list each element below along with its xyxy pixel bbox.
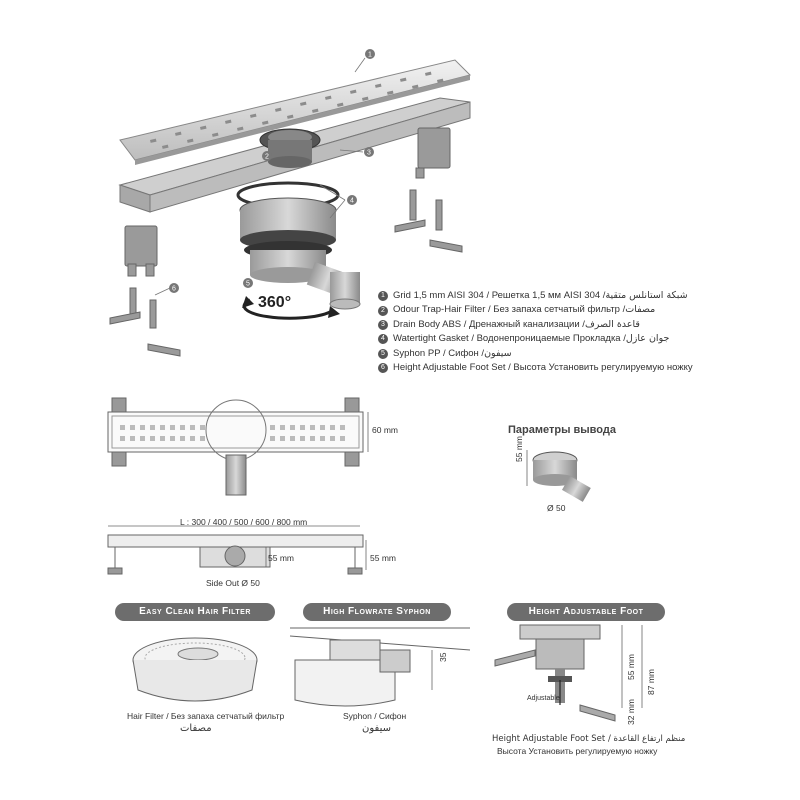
callout-6: 6 <box>172 285 176 293</box>
parts-legend <box>378 289 693 375</box>
dim-side-55b: 55 mm <box>370 553 396 563</box>
foot-right <box>395 128 462 252</box>
legend-item <box>378 332 693 346</box>
adjustable-label: Adjustable <box>527 695 560 702</box>
dim-55mm: 55 mm <box>626 654 636 680</box>
callout-1: 1 <box>368 51 372 59</box>
odour-trap <box>260 129 320 168</box>
foot-left <box>110 226 180 356</box>
legend-arabic: سيفون <box>484 347 512 359</box>
legend-number: 4 <box>378 334 388 344</box>
legend-arabic: شبكة استانلس متقية <box>605 290 688 301</box>
dim-length: L : 300 / 400 / 500 / 600 / 800 mm <box>180 517 308 527</box>
outlet-diameter: Ø 50 <box>547 503 566 513</box>
callout-2: 2 <box>265 153 269 161</box>
legend-number: 1 <box>378 291 388 301</box>
rotation-label: 360° <box>258 294 292 311</box>
foot-caption-ru: Высота Установить регулируемую ножку <box>497 746 658 756</box>
legend-arabic: جوان عازل <box>625 333 670 345</box>
legend-item <box>378 347 693 361</box>
outlet-height: 55 mm <box>514 436 524 462</box>
side-view <box>108 526 366 574</box>
foot-drawing <box>495 625 642 721</box>
legend-text: Syphon PP / Сифон / <box>393 347 485 359</box>
legend-number: 3 <box>378 320 388 330</box>
dim-87mm: 87 mm <box>646 669 656 695</box>
legend-text: Height Adjustable Foot Set / Высота Установить регулируемую ножку <box>393 362 693 374</box>
legend-text: Grid 1,5 mm AISI 304 / Решетка 1,5 мм AISI 304 / <box>393 290 606 301</box>
hair-filter-title: Easy Clean Hair Filter <box>115 603 275 621</box>
syphon-title: High Flowrate Syphon <box>303 603 451 621</box>
legend-item <box>378 361 693 375</box>
hair-filter-drawing <box>133 638 257 701</box>
foot-caption: Height Adjustable Foot Set / منظم ارتفاع القاعدة <box>492 734 686 744</box>
legend-number: 2 <box>378 306 388 316</box>
dim-35: 35 <box>438 652 448 662</box>
dim-side-55: 55 mm <box>268 553 294 563</box>
legend-number: 5 <box>378 349 388 359</box>
dim-width: 60 mm <box>372 425 398 435</box>
legend-text: Watertight Gasket / Водонепроницаемые Прокладка / <box>393 333 626 345</box>
legend-text: Odour Trap-Hair Filter / Без запаха сетчатый фильтр / <box>393 304 626 316</box>
legend-arabic: قاعدة الصرف <box>584 318 640 330</box>
legend-item <box>378 318 693 332</box>
callout-3: 3 <box>367 149 371 157</box>
legend-number: 6 <box>378 363 388 373</box>
syphon-caption-ar: سيفون <box>362 723 391 734</box>
hair-filter-caption: Hair Filter / Без запаха сетчатый фильтр <box>127 711 285 721</box>
syphon-body <box>238 183 360 309</box>
outlet-drawing <box>527 450 591 502</box>
legend-item <box>378 303 693 317</box>
legend-arabic: مصفات <box>625 304 656 316</box>
syphon-caption: Syphon / Сифон <box>343 711 407 721</box>
legend-text: Drain Body ABS / Дренажный канализации / <box>393 318 585 330</box>
outlet-title: Параметры вывода <box>508 424 616 436</box>
dim-side-out: Side Out Ø 50 <box>206 578 260 588</box>
legend-item <box>378 289 693 303</box>
callout-5: 5 <box>246 280 250 288</box>
hair-filter-caption-ar: مصفات <box>180 723 212 734</box>
callout-4: 4 <box>350 197 354 205</box>
top-view <box>108 398 368 495</box>
syphon-drawing <box>290 628 470 706</box>
foot-title: Height Adjustable Foot <box>507 603 665 621</box>
dim-32mm: 32 mm <box>626 699 636 725</box>
